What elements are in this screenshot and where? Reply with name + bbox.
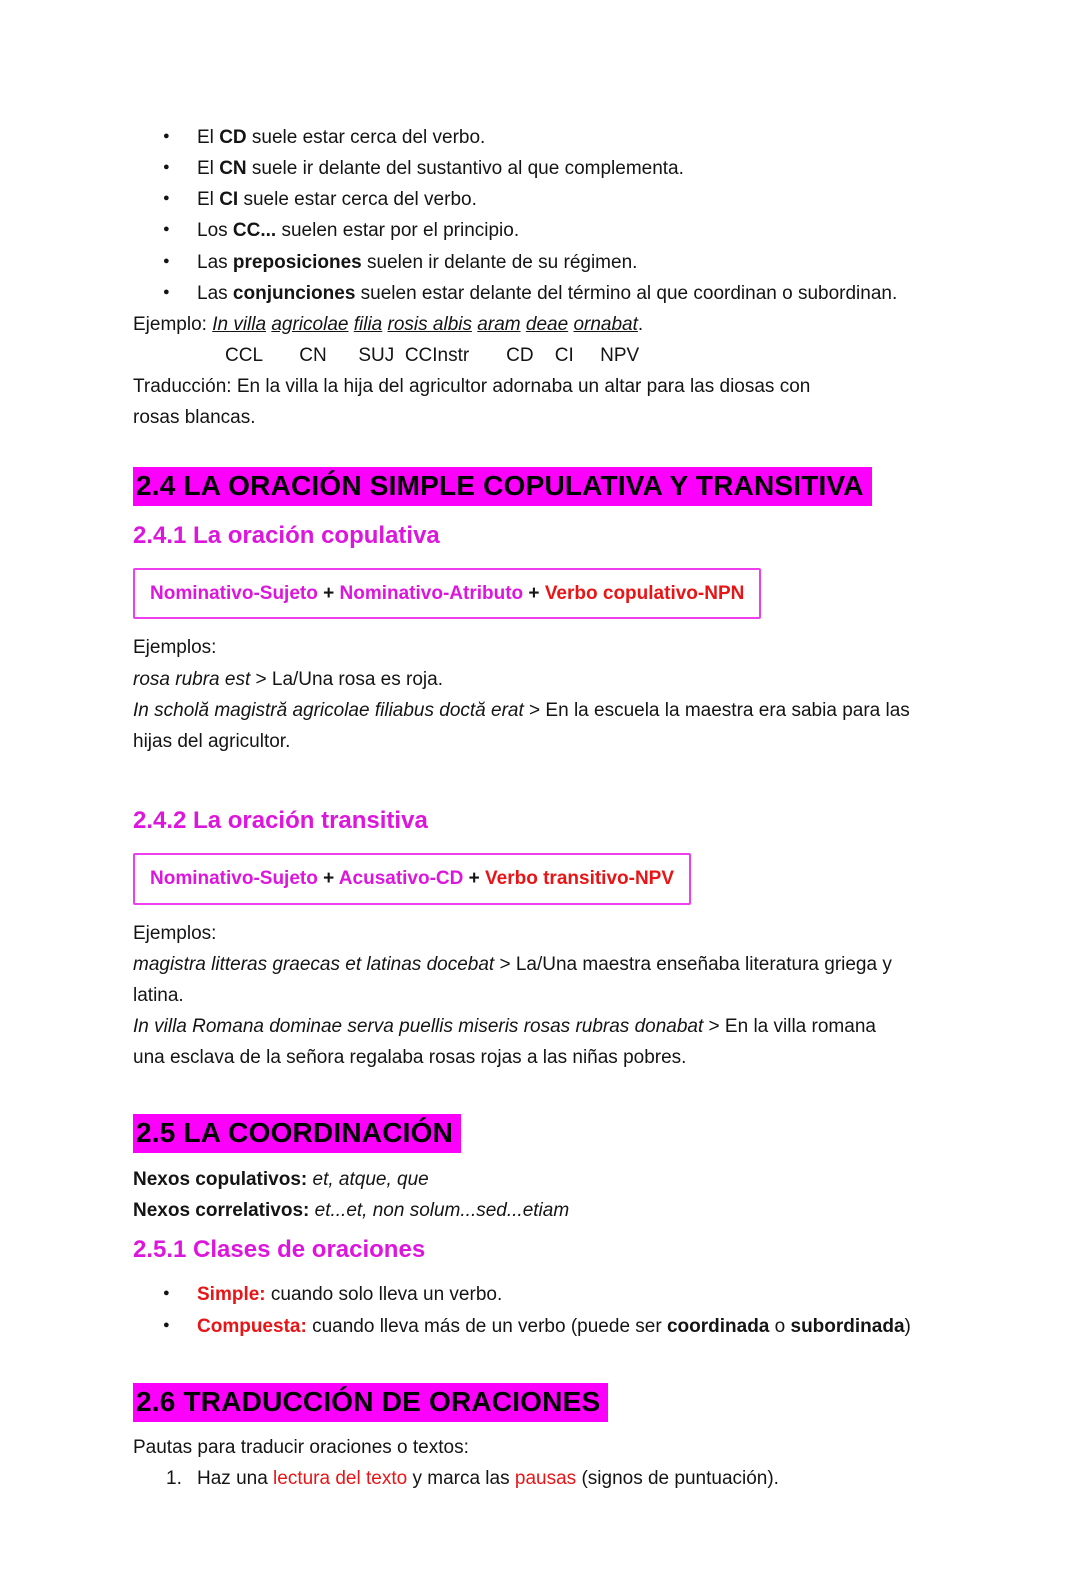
- examples-label-transitiva: Ejemplos:: [133, 922, 217, 944]
- example-sentence: Ejemplo: In villa agricolae filia rosis albis aram deae ornabat.: [133, 313, 644, 335]
- guideline-item: ● El CI suele estar cerca del verbo.: [133, 184, 1010, 215]
- syntax-labels-row: CCL CN SUJ CCInstr CD CI NPV: [225, 345, 640, 367]
- subsection-heading-2-5-1: 2.5.1 Clases de oraciones: [133, 1236, 426, 1264]
- step-item: Haz una lectura del texto y marca las pausas (signos de puntuación).: [197, 1468, 779, 1490]
- section-heading-2-6: [133, 1384, 1010, 1420]
- copulative-example-1: rosa rubra est > La/Una rosa es roja.: [133, 668, 443, 690]
- guideline-item: ● Los CC... suelen estar por el principio.: [133, 215, 1010, 246]
- copulative-example-2-line-1: In scholă magistră agricolae filiabus doctă erat > En la escuela la maestra era sabia para las: [133, 699, 910, 721]
- guideline-item: ● Las conjunciones suelen estar delante del término al que coordinan o subordinan.: [133, 278, 1010, 309]
- section-heading-2-5-text: 2.5 LA COORDINACIÓN: [133, 1114, 461, 1153]
- nexos-correlativos-line: Nexos correlativos: et...et, non solum...sed...etiam: [133, 1199, 570, 1221]
- transitive-formula-text: Nominativo-Sujeto + Acusativo-CD + Verbo transitivo-NPV: [150, 868, 675, 890]
- copulative-example-2-line-2: hijas del agricultor.: [133, 730, 291, 752]
- guideline-item: ● Las preposiciones suelen ir delante de su régimen.: [133, 247, 1010, 278]
- guideline-item: ● El CD suele estar cerca del verbo.: [133, 122, 1010, 153]
- translation-line-2: rosas blancas.: [133, 407, 256, 429]
- subsection-heading-2-4-2: 2.4.2 La oración transitiva: [133, 807, 428, 835]
- transitive-example-1-line-2: latina.: [133, 984, 184, 1006]
- section-heading-2-4: [133, 468, 1010, 504]
- section-heading-2-5: [133, 1115, 1010, 1151]
- guideline-item: ● El CN suele ir delante del sustantivo al que complementa.: [133, 153, 1010, 184]
- copulative-formula-row: [133, 565, 1010, 632]
- nexos-copulativos-line: Nexos copulativos: et, atque, que: [133, 1168, 429, 1190]
- copulative-formula-box: [133, 568, 761, 619]
- transitive-example-2-line-1: In villa Romana dominae serva puellis miseris rosas rubras donabat > En la villa romana: [133, 1016, 876, 1038]
- guideline-list: [133, 122, 1010, 309]
- transitive-example-2-line-2: una esclava de la señora regalaba rosas rojas a las niñas pobres.: [133, 1047, 687, 1069]
- pautas-intro: Pautas para traducir oraciones o textos:: [133, 1437, 469, 1459]
- section-heading-2-4-text: 2.4 LA ORACIÓN SIMPLE COPULATIVA Y TRANSITIVA: [133, 467, 872, 506]
- clase-item-compuesta: ● Compuesta: cuando lleva más de un verbo (puede ser coordinada o subordinada): [133, 1311, 1010, 1342]
- section-heading-2-6-text: 2.6 TRADUCCIÓN DE ORACIONES: [133, 1383, 608, 1422]
- examples-label-copulativa: Ejemplos:: [133, 637, 217, 659]
- steps-list: [133, 1463, 1010, 1494]
- subsection-heading-2-4-1: 2.4.1 La oración copulativa: [133, 521, 440, 549]
- copulative-formula-text: Nominativo-Sujeto + Nominativo-Atributo + Verbo copulativo-NPN: [150, 583, 745, 605]
- clase-item-simple: ● Simple: cuando solo lleva un verbo.: [133, 1279, 1010, 1310]
- clases-list: [133, 1279, 1010, 1341]
- translation-line-1: Traducción: En la villa la hija del agricultor adornaba un altar para las diosas con: [133, 376, 811, 398]
- transitive-formula-row: [133, 850, 1010, 917]
- transitive-formula-box: [133, 853, 691, 904]
- transitive-example-1-line-1: magistra litteras graecas et latinas docebat > La/Una maestra enseñaba literatura griega y: [133, 953, 892, 975]
